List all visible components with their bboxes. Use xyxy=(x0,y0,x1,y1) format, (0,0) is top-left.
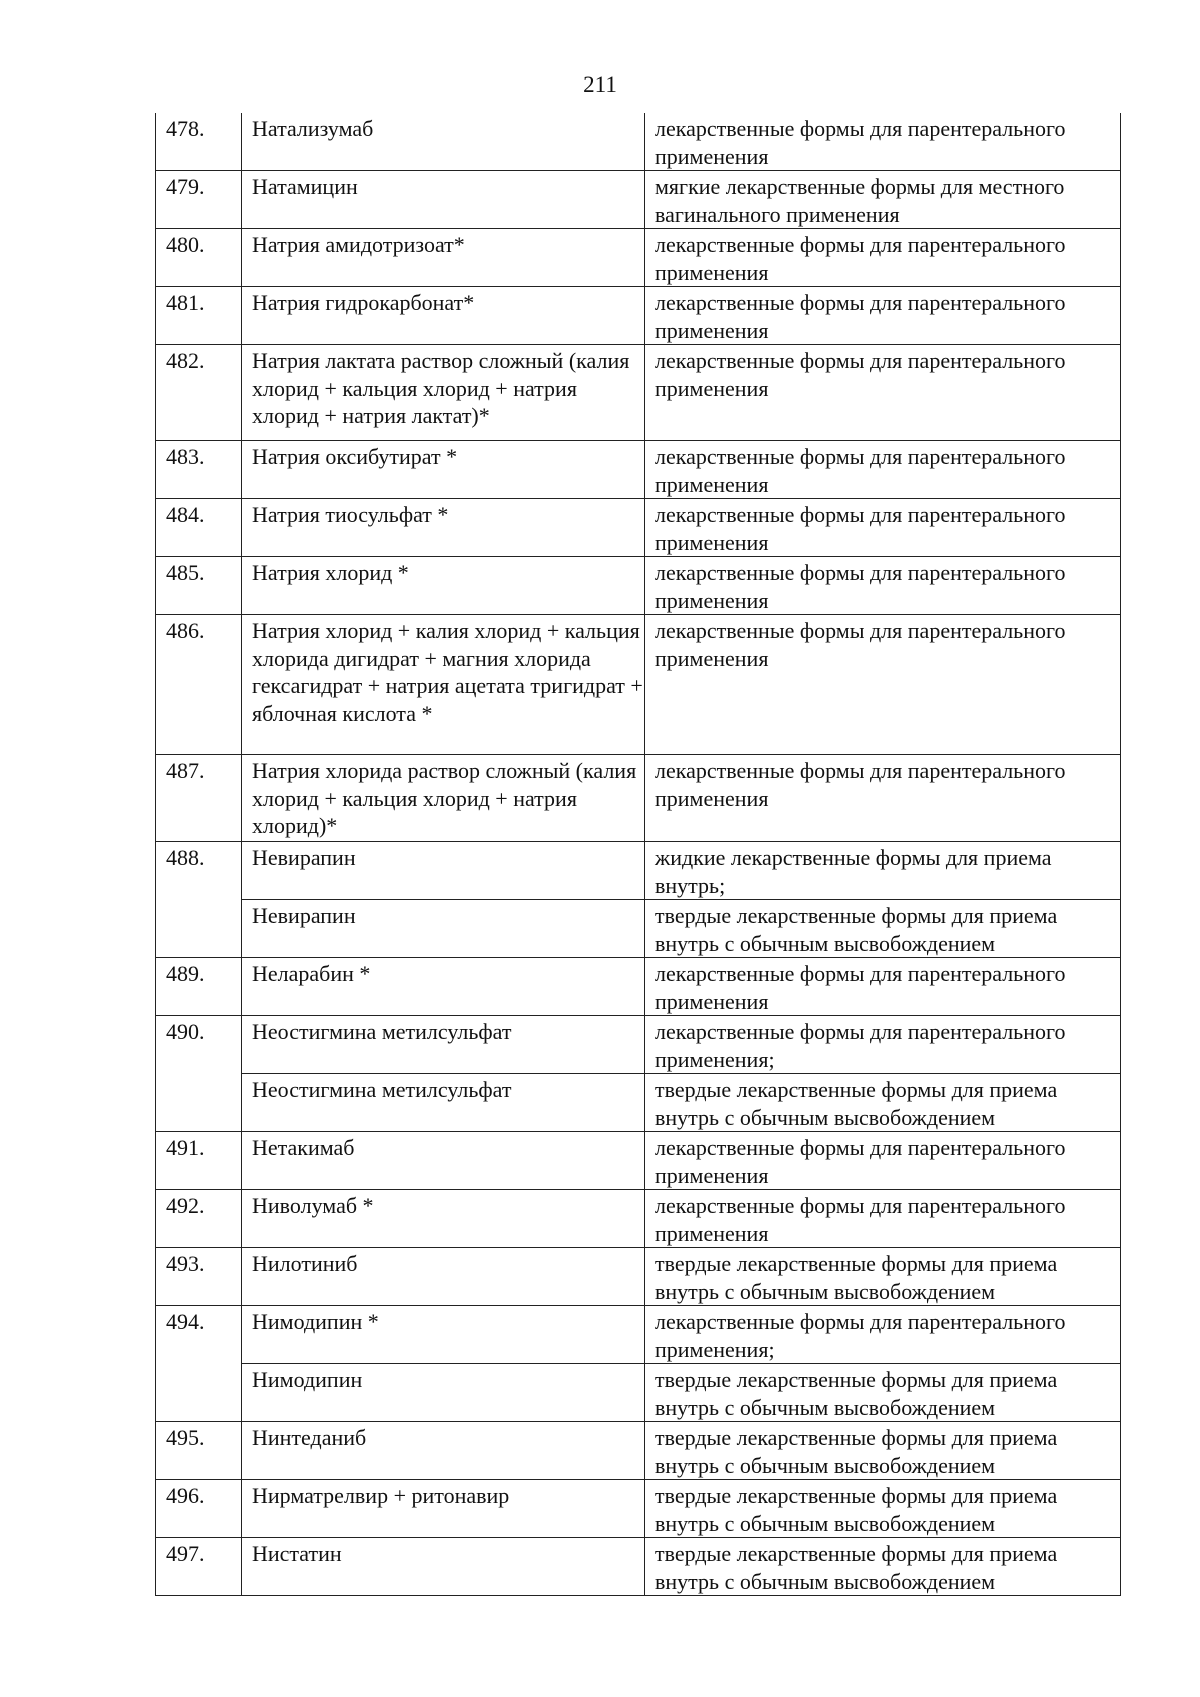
table-row xyxy=(156,441,1121,499)
row-number: 487. xyxy=(156,755,242,842)
table-row xyxy=(156,1422,1121,1480)
table-row xyxy=(156,557,1121,615)
table-row xyxy=(156,1074,1121,1132)
table-row xyxy=(156,615,1121,755)
dosage-form: твердые лекарственные формы для приема внутрь с обычным высвобождением xyxy=(645,1422,1121,1480)
dosage-form: лекарственные формы для парентерального применения; xyxy=(645,1306,1121,1364)
table-row xyxy=(156,1480,1121,1538)
dosage-form: лекарственные формы для парентерального применения xyxy=(645,1190,1121,1248)
row-number: 485. xyxy=(156,557,242,615)
row-number: 496. xyxy=(156,1480,242,1538)
dosage-form: лекарственные формы для парентерального применения xyxy=(645,958,1121,1016)
drug-name: Натрия гидрокарбонат* xyxy=(242,287,645,345)
table-row xyxy=(156,842,1121,900)
drug-name: Неларабин * xyxy=(242,958,645,1016)
table-row xyxy=(156,958,1121,1016)
dosage-form: твердые лекарственные формы для приема внутрь с обычным высвобождением xyxy=(645,1074,1121,1132)
row-number: 481. xyxy=(156,287,242,345)
drug-name: Натрия лактата раствор сложный (калия хлорид + кальция хлорид + натрия хлорид + натрия лактат)* xyxy=(242,345,645,441)
dosage-form: твердые лекарственные формы для приема внутрь с обычным высвобождением xyxy=(645,1538,1121,1596)
drug-name: Ниволумаб * xyxy=(242,1190,645,1248)
drug-name: Неостигмина метилсульфат xyxy=(242,1074,645,1132)
drug-name: Натрия хлорида раствор сложный (калия хлорид + кальция хлорид + натрия хлорид)* xyxy=(242,755,645,842)
table-row xyxy=(156,229,1121,287)
row-number: 489. xyxy=(156,958,242,1016)
table-row xyxy=(156,900,1121,958)
drug-name: Натализумаб xyxy=(242,113,645,171)
row-number: 483. xyxy=(156,441,242,499)
row-number: 484. xyxy=(156,499,242,557)
drug-name: Неостигмина метилсульфат xyxy=(242,1016,645,1074)
dosage-form: лекарственные формы для парентерального применения xyxy=(645,1132,1121,1190)
dosage-form: твердые лекарственные формы для приема внутрь с обычным высвобождением xyxy=(645,1364,1121,1422)
row-number: 488. xyxy=(156,842,242,958)
drug-name: Нимодипин xyxy=(242,1364,645,1422)
table-row xyxy=(156,113,1121,171)
page-number: 211 xyxy=(583,72,617,97)
row-number: 493. xyxy=(156,1248,242,1306)
drug-name: Натрия хлорид + калия хлорид + кальция хлорида дигидрат + магния хлорида гексагидрат + натрия ацетата тригидрат + яблочная кислота * xyxy=(242,615,645,755)
dosage-form: жидкие лекарственные формы для приема внутрь; xyxy=(645,842,1121,900)
table-row xyxy=(156,1190,1121,1248)
row-number: 495. xyxy=(156,1422,242,1480)
dosage-form: твердые лекарственные формы для приема внутрь с обычным высвобождением xyxy=(645,1248,1121,1306)
drug-name: Натрия оксибутират * xyxy=(242,441,645,499)
table-row xyxy=(156,1016,1121,1074)
table-row xyxy=(156,499,1121,557)
dosage-form: лекарственные формы для парентерального применения xyxy=(645,345,1121,441)
drug-name: Натамицин xyxy=(242,171,645,229)
table-row xyxy=(156,1306,1121,1364)
dosage-form: лекарственные формы для парентерального применения xyxy=(645,229,1121,287)
dosage-form: лекарственные формы для парентерального применения xyxy=(645,113,1121,171)
drug-name: Натрия амидотризоат* xyxy=(242,229,645,287)
row-number: 480. xyxy=(156,229,242,287)
dosage-form: лекарственные формы для парентерального применения xyxy=(645,499,1121,557)
table-row xyxy=(156,171,1121,229)
dosage-form: лекарственные формы для парентерального применения xyxy=(645,755,1121,842)
drug-name: Нистатин xyxy=(242,1538,645,1596)
row-number: 486. xyxy=(156,615,242,755)
drug-name: Нилотиниб xyxy=(242,1248,645,1306)
drug-name: Натрия тиосульфат * xyxy=(242,499,645,557)
drug-name: Невирапин xyxy=(242,900,645,958)
row-number: 491. xyxy=(156,1132,242,1190)
drug-name: Натрия хлорид * xyxy=(242,557,645,615)
row-number: 482. xyxy=(156,345,242,441)
dosage-form: лекарственные формы для парентерального применения xyxy=(645,441,1121,499)
drug-name: Нетакимаб xyxy=(242,1132,645,1190)
row-number: 478. xyxy=(156,113,242,171)
drug-name: Нимодипин * xyxy=(242,1306,645,1364)
table-row xyxy=(156,755,1121,842)
row-number: 497. xyxy=(156,1538,242,1596)
dosage-form: лекарственные формы для парентерального применения; xyxy=(645,1016,1121,1074)
table-row xyxy=(156,345,1121,441)
table-row xyxy=(156,287,1121,345)
drug-table xyxy=(155,113,1121,1596)
dosage-form: лекарственные формы для парентерального применения xyxy=(645,615,1121,755)
drug-name: Нирматрелвир + ритонавир xyxy=(242,1480,645,1538)
drug-name: Нинтеданиб xyxy=(242,1422,645,1480)
row-number: 479. xyxy=(156,171,242,229)
table-row xyxy=(156,1538,1121,1596)
dosage-form: твердые лекарственные формы для приема внутрь с обычным высвобождением xyxy=(645,900,1121,958)
table-row xyxy=(156,1364,1121,1422)
dosage-form: лекарственные формы для парентерального применения xyxy=(645,287,1121,345)
row-number: 490. xyxy=(156,1016,242,1132)
row-number: 492. xyxy=(156,1190,242,1248)
row-number: 494. xyxy=(156,1306,242,1422)
table-row xyxy=(156,1248,1121,1306)
table-row xyxy=(156,1132,1121,1190)
dosage-form: лекарственные формы для парентерального применения xyxy=(645,557,1121,615)
drug-name: Невирапин xyxy=(242,842,645,900)
dosage-form: мягкие лекарственные формы для местного вагинального применения xyxy=(645,171,1121,229)
dosage-form: твердые лекарственные формы для приема внутрь с обычным высвобождением xyxy=(645,1480,1121,1538)
